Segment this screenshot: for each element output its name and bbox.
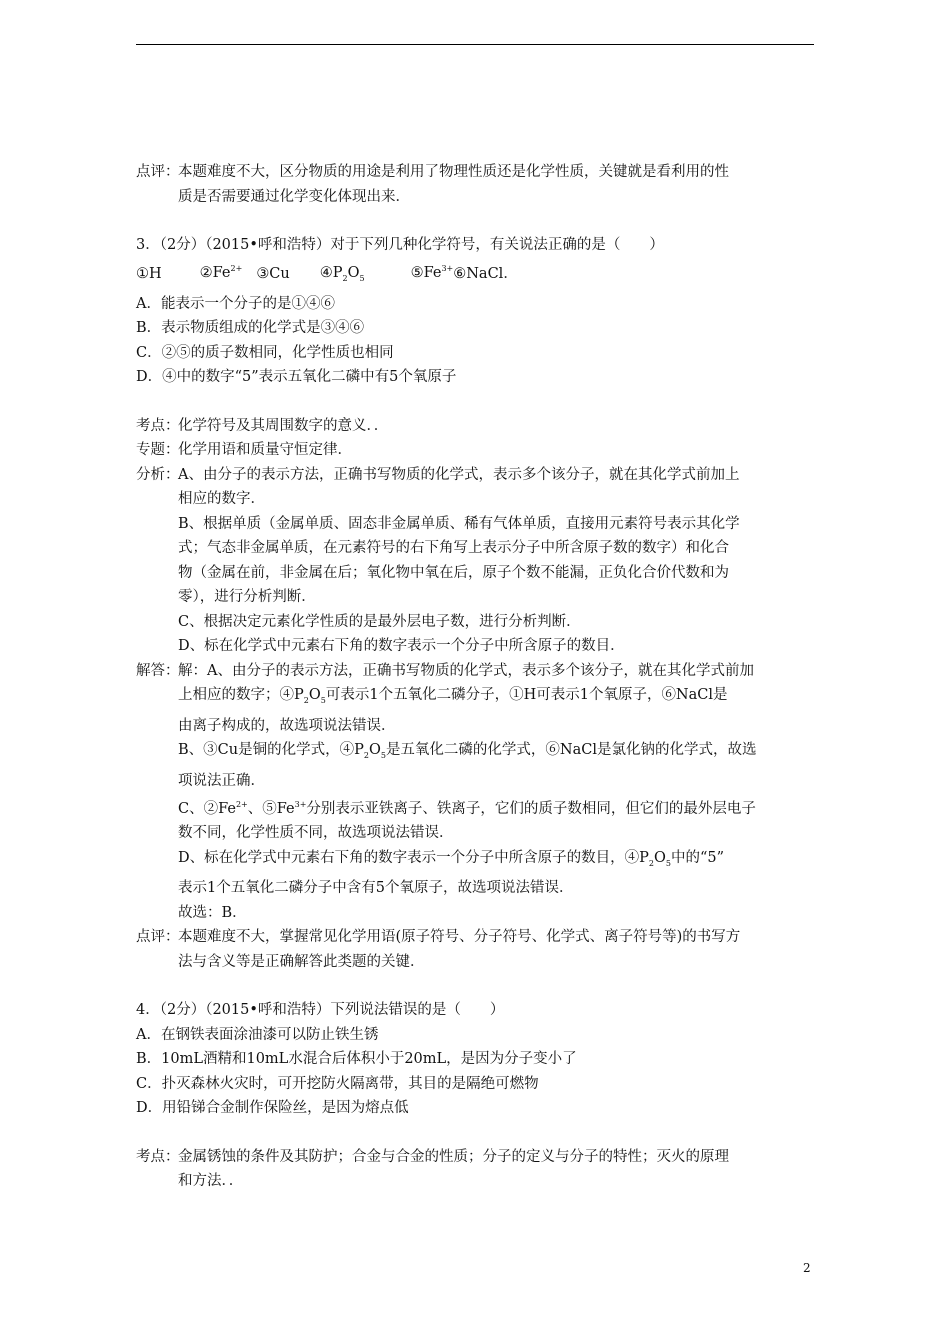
- question-3-option-c: C．②⑤的质子数相同，化学性质也相同: [136, 344, 394, 361]
- symbol-1: ①H: [136, 265, 162, 282]
- symbol-3: ③Cu: [256, 265, 290, 282]
- question-4-option-d: D．用铅锑合金制作保险丝，是因为熔点低: [136, 1100, 409, 1117]
- question-3-symbols: [136, 258, 816, 292]
- question-3-analysis: 分析： A、由分子的表示方法，正确书写物质的化学式，表示多个该分子，就在其化学式前加上 相应的数字． B、根据单质（金属单质、固态非金属单质、稀有气体单质，直接用元素符号表示其化学 式；气态非金属单质，在元素符号的右下角写上表示分子中所含原子数的数字）和化合 物（金属在前，非金属在后；氧化物中氧在后，原子个数不能漏，正负化合价代数和为 零），进行分析判断． C、根据决定元素化学性质的是最外层电子数，进行分析判断． D、标在化学式中元素右下角的数字表示一个分子中所含原子的数目．: [136, 466, 740, 655]
- symbol-2: $②Fe^{2+}$: [199, 264, 243, 282]
- comment-label: 点评：: [136, 164, 180, 180]
- question-3-solution: 解答： 解：A、由分子的表示方法，正确书写物质的化学式，表示多个该分子，就在其化学式前加 上相应的数字；$④P_2O_5$可表示1个五氧化二磷分子，①H可表示1个氧原子，⑥NaCl是 由离子构成的，故选项说法错误． B、③Cu是铜的化学式，$④P_2O_5$是五氧化二磷的化学式，⑥NaCl是氯化钠的化学式，故选 项说法正确． C、$②Fe^{2+}$、$⑤Fe^{3+}$分别表示亚铁离子、铁离子，它们的质子数相同，但它们的最外层电子 数不同，化学性质不同，故选项说法错误． D、标在化学式中元素右下角的数字表示一个分子中所含原子的数目，$④P_2O_5$中的“5” 表示1个五氧化二磷分子中含有5个氧原子，故选项说法错误． 故选：B．: [136, 659, 816, 926]
- question-4-option-a: A．在钢铁表面涂油漆可以防止铁生锈: [136, 1026, 379, 1043]
- symbol-5: $⑤Fe^{3+}$: [410, 264, 454, 282]
- symbol-4: $④P_2O_5$: [319, 265, 365, 284]
- question-3-zhuanti: 专题： 化学用语和质量守恒定律．: [136, 442, 352, 459]
- comment-block-prev: [136, 160, 816, 209]
- page-number: 2: [803, 1261, 811, 1275]
- comment-line: 质是否需要通过化学变化体现出来．: [178, 188, 410, 205]
- symbol-6: ⑥NaCl．: [453, 265, 518, 282]
- question-4-kaodian: 考点： 金属锈蚀的条件及其防护；合金与合金的性质；分子的定义与分子的特性；灭火的原理 和方法．．: [136, 1148, 729, 1190]
- comment-line: 本题难度不大，区分物质的用途是利用了物理性质还是化学性质，关键就是看利用的性: [178, 164, 729, 180]
- question-3-option-b: B．表示物质组成的化学式是③④⑥: [136, 320, 365, 337]
- question-3-option-a: A．能表示一个分子的是①④⑥: [136, 295, 335, 312]
- question-4-option-b: B．10mL酒精和10mL水混合后体积小于20mL，是因为分子变小了: [136, 1051, 577, 1068]
- question-3-comment: 点评： 本题难度不大，掌握常见化学用语(原子符号、分子符号、化学式、离子符号等)的书写方 法与含义等是正确解答此类题的关键．: [136, 929, 741, 970]
- question-3-option-d: D．④中的数字“5”表示五氧化二磷中有5个氧原子: [136, 369, 457, 386]
- question-3-answer: 故选：B．: [178, 904, 247, 921]
- question-3-kaodian: 考点： 化学符号及其周围数字的意义．．: [136, 417, 389, 434]
- question-3-stem: 3．（2分）（2015•呼和浩特）对于下列几种化学符号，有关说法正确的是（ ）: [136, 237, 664, 253]
- header-rule: [136, 44, 814, 45]
- question-4-stem: 4．（2分）（2015•呼和浩特）下列说法错误的是（ ）: [136, 1002, 505, 1019]
- question-4-option-c: C．扑灭森林火灾时，可开挖防火隔离带，其目的是隔绝可燃物: [136, 1075, 539, 1092]
- document-body: [136, 160, 816, 1194]
